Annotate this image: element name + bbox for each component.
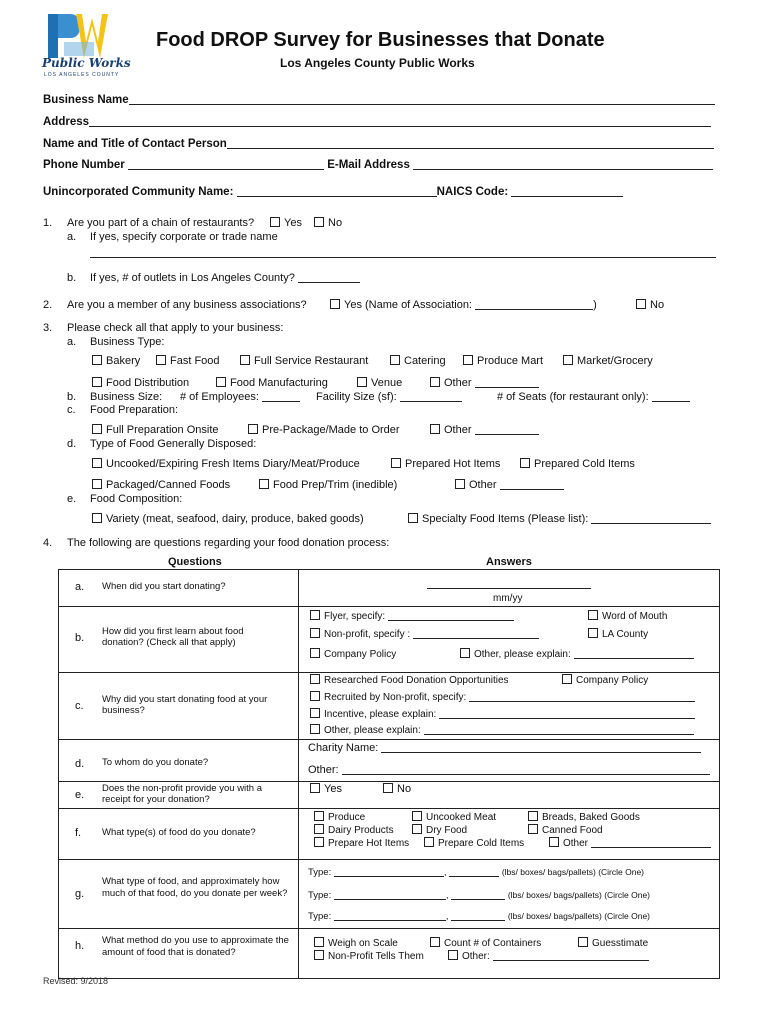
composition-variety-label: Variety (meat, seafood, dairy, produce, baked goods) <box>106 513 364 525</box>
q2-no-checkbox[interactable] <box>636 299 646 309</box>
why-recruited-option[interactable] <box>310 691 695 703</box>
q3e-text: Food Composition: <box>90 493 183 505</box>
row-b-label: b. <box>75 632 85 644</box>
type-bakery-checkbox[interactable] <box>92 355 102 365</box>
row-a-label: a. <box>75 581 85 593</box>
phone-label: Phone Number <box>43 159 125 171</box>
donate-other-label: Other: <box>308 764 339 776</box>
row-divider <box>59 606 719 607</box>
weekly-type-row-1[interactable] <box>308 866 644 878</box>
prep-other-checkbox[interactable] <box>430 424 440 434</box>
method-guess-checkbox[interactable] <box>578 937 588 947</box>
receipt-yes-option[interactable] <box>310 783 342 795</box>
donate-other-field[interactable] <box>308 764 710 776</box>
learn-flyer-label: Flyer, specify: <box>324 611 386 622</box>
composition-specialty-option[interactable] <box>408 513 711 525</box>
address-label: Address <box>43 116 90 128</box>
contact-field[interactable] <box>43 138 714 150</box>
weekly-type-label: Type: <box>308 890 332 901</box>
method-nonprofit-option[interactable] <box>314 950 424 962</box>
weekly-type-row-3[interactable] <box>308 910 650 922</box>
type-venue-label: Venue <box>371 377 403 389</box>
type-fastfood-checkbox[interactable] <box>156 355 166 365</box>
method-weigh-checkbox[interactable] <box>314 937 324 947</box>
charity-name-field[interactable] <box>308 742 701 754</box>
q1a-text: If yes, specify corporate or trade name <box>90 231 278 243</box>
disposed-trim-checkbox[interactable] <box>259 479 269 489</box>
method-guess-label: Guesstimate <box>592 938 649 949</box>
composition-specialty-label: Specialty Food Items (Please list): <box>422 513 589 525</box>
email-line[interactable] <box>413 159 713 170</box>
food-cold-option[interactable] <box>424 837 524 849</box>
food-dry-checkbox[interactable] <box>412 824 422 834</box>
receipt-no-label: No <box>397 783 412 795</box>
email-label: E-Mail Address <box>327 159 410 171</box>
method-other-label: Other: <box>462 951 490 962</box>
row-divider <box>59 808 719 809</box>
disposed-trim-label: Food Prep/Trim (inedible) <box>273 479 398 491</box>
start-date-format: mm/yy <box>493 593 523 604</box>
q1b-label: b. <box>67 272 77 284</box>
food-other-option[interactable] <box>549 837 711 849</box>
weekly-type-row-2[interactable] <box>308 889 650 901</box>
why-recruited-line[interactable] <box>469 691 695 702</box>
learn-company-option[interactable] <box>310 648 396 660</box>
employees-line[interactable] <box>262 391 300 402</box>
q1-yes-label: Yes <box>284 217 302 229</box>
why-other-checkbox[interactable] <box>310 724 320 734</box>
type-other-checkbox[interactable] <box>430 377 440 387</box>
type-fastfood-option[interactable] <box>156 355 220 367</box>
q2-association-line[interactable] <box>475 299 593 310</box>
row-f-question: What type(s) of food do you donate? <box>102 827 256 838</box>
type-other-label: Other <box>444 377 472 389</box>
q2-yes-option[interactable] <box>330 299 597 311</box>
composition-specialty-checkbox[interactable] <box>408 513 418 523</box>
q2-text: Are you a member of any business associations? <box>67 299 307 311</box>
prep-package-label: Pre-Package/Made to Order <box>262 424 400 436</box>
learn-company-checkbox[interactable] <box>310 648 320 658</box>
seats-line[interactable] <box>652 391 690 402</box>
food-produce-checkbox[interactable] <box>314 811 324 821</box>
learn-nonprofit-label: Non-profit, specify : <box>324 629 411 640</box>
naics-line[interactable] <box>511 186 623 197</box>
type-market-label: Market/Grocery <box>577 355 653 367</box>
community-field[interactable] <box>43 186 623 198</box>
type-manufacturing-option[interactable] <box>216 377 328 389</box>
weekly-type-label: Type: <box>308 867 332 878</box>
learn-nonprofit-checkbox[interactable] <box>310 628 320 638</box>
row-b-question: How did you first learn about food donation? (Check all that apply) <box>102 626 244 648</box>
receipt-no-option[interactable] <box>383 783 411 795</box>
type-distribution-label: Food Distribution <box>106 377 190 389</box>
row-divider <box>59 672 719 673</box>
revised-date: Revised: 9/2018 <box>43 976 109 986</box>
composition-variety-option[interactable] <box>92 513 364 525</box>
row-h-question: What method do you use to approximate the amount of food that is donated? <box>102 935 289 958</box>
row-a-question: When did you start donating? <box>102 581 226 592</box>
facility-line[interactable] <box>400 391 462 402</box>
type-fastfood-label: Fast Food <box>170 355 220 367</box>
type-fullservice-checkbox[interactable] <box>240 355 250 365</box>
method-nonprofit-label: Non-Profit Tells Them <box>328 951 424 962</box>
type-distribution-option[interactable] <box>92 377 189 389</box>
type-fullservice-option[interactable] <box>240 355 368 367</box>
method-count-option[interactable] <box>430 937 541 949</box>
type-bakery-option[interactable] <box>92 355 140 367</box>
phone-line[interactable] <box>128 159 324 170</box>
learn-la-option[interactable] <box>588 628 648 640</box>
business-name-line[interactable] <box>129 94 715 105</box>
row-e-question: Does the non-profit provide you with a receipt for your donation? <box>102 783 263 805</box>
food-produce-option[interactable] <box>314 811 365 823</box>
method-count-checkbox[interactable] <box>430 937 440 947</box>
address-line[interactable] <box>89 116 711 127</box>
disposed-uncooked-option[interactable] <box>92 458 360 470</box>
row-divider <box>59 739 719 740</box>
learn-word-label: Word of Mouth <box>602 611 668 622</box>
row-f-label: f. <box>75 827 82 839</box>
learn-company-label: Company Policy <box>324 649 397 660</box>
disposed-hot-label: Prepared Hot Items <box>405 458 501 470</box>
method-count-label: Count # of Containers <box>444 938 542 949</box>
row-h-label: h. <box>75 940 85 952</box>
type-other-option[interactable] <box>430 377 539 389</box>
weekly-amount-line[interactable] <box>451 910 505 921</box>
q1a-label: a. <box>67 231 77 243</box>
page-title: Food DROP Survey for Businesses that Donate <box>156 29 605 51</box>
q3a-label: a. <box>67 336 77 348</box>
q3b-text: Business Size: <box>90 391 163 403</box>
food-uncooked-checkbox[interactable] <box>412 811 422 821</box>
food-dry-option[interactable] <box>412 824 467 836</box>
weekly-units[interactable]: (lbs/ boxes/ bags/pallets) (Circle One) <box>507 890 651 900</box>
learn-la-checkbox[interactable] <box>588 628 598 638</box>
charity-name-label: Charity Name: <box>308 742 379 754</box>
row-divider <box>59 859 719 860</box>
community-line[interactable] <box>237 186 437 197</box>
method-guess-option[interactable] <box>578 937 648 949</box>
prep-other-option[interactable] <box>430 424 539 436</box>
method-other-option[interactable] <box>448 950 649 962</box>
seats-label: # of Seats (for restaurant only): <box>497 391 649 403</box>
disposed-cold-label: Prepared Cold Items <box>534 458 635 470</box>
prep-package-checkbox[interactable] <box>248 424 258 434</box>
facility-label: Facility Size (sf): <box>316 391 397 403</box>
q1-no-option[interactable] <box>314 217 342 229</box>
method-weigh-label: Weigh on Scale <box>328 938 398 949</box>
why-incentive-label: Incentive, please explain: <box>324 709 437 720</box>
start-date-line[interactable] <box>427 578 591 589</box>
prep-full-checkbox[interactable] <box>92 424 102 434</box>
public-works-logo <box>40 12 131 82</box>
row-divider <box>59 928 719 929</box>
q1b-text: If yes, # of outlets in Los Angeles County? <box>90 272 295 284</box>
learn-word-checkbox[interactable] <box>588 610 598 620</box>
type-catering-option[interactable] <box>390 355 446 367</box>
food-dairy-checkbox[interactable] <box>314 824 324 834</box>
food-cold-checkbox[interactable] <box>424 837 434 847</box>
why-researched-option[interactable] <box>310 674 509 686</box>
q3b-label: b. <box>67 391 77 403</box>
q3e-label: e. <box>67 493 77 505</box>
why-incentive-line[interactable] <box>439 708 695 719</box>
food-produce-label: Produce <box>328 812 366 823</box>
type-catering-label: Catering <box>404 355 446 367</box>
type-produce-label: Produce Mart <box>477 355 544 367</box>
why-researched-label: Researched Food Donation Opportunities <box>324 675 509 686</box>
learn-other-label: Other, please explain: <box>474 649 571 660</box>
q3c-text: Food Preparation: <box>90 404 179 416</box>
type-market-checkbox[interactable] <box>563 355 573 365</box>
q1-no-checkbox[interactable] <box>314 217 324 227</box>
type-produce-checkbox[interactable] <box>463 355 473 365</box>
why-other-option[interactable] <box>310 724 694 736</box>
disposed-hot-option[interactable] <box>391 458 500 470</box>
type-catering-checkbox[interactable] <box>390 355 400 365</box>
why-company-label: Company Policy <box>576 675 649 686</box>
type-distribution-checkbox[interactable] <box>92 377 102 387</box>
business-name-field[interactable] <box>43 94 715 106</box>
type-venue-option[interactable] <box>357 377 402 389</box>
row-d-label: d. <box>75 758 85 770</box>
q1-yes-checkbox[interactable] <box>270 217 280 227</box>
disposed-other-label: Other <box>469 479 497 491</box>
disposed-trim-option[interactable] <box>259 479 397 491</box>
why-other-label: Other, please explain: <box>324 725 421 736</box>
composition-specialty-line[interactable] <box>591 513 711 524</box>
row-g-question: What type of food, and approximately how much of that food, do you donate per week? <box>102 876 288 899</box>
row-e-label: e. <box>75 789 85 801</box>
disposed-cold-checkbox[interactable] <box>520 458 530 468</box>
table-column-divider <box>298 570 299 978</box>
food-breads-option[interactable] <box>528 811 640 823</box>
prep-full-option[interactable] <box>92 424 219 436</box>
learn-word-option[interactable] <box>588 610 667 622</box>
method-other-checkbox[interactable] <box>448 950 458 960</box>
food-hot-label: Prepare Hot Items <box>328 838 410 849</box>
composition-variety-checkbox[interactable] <box>92 513 102 523</box>
food-uncooked-label: Uncooked Meat <box>426 812 497 823</box>
weekly-comma: , <box>443 867 447 878</box>
q2-number: 2. <box>43 299 53 311</box>
q3c-label: c. <box>67 404 76 416</box>
disposed-packaged-label: Packaged/Canned Foods <box>106 479 231 491</box>
food-uncooked-option[interactable] <box>412 811 496 823</box>
q2-yes-checkbox[interactable] <box>330 299 340 309</box>
method-other-line[interactable] <box>493 950 649 961</box>
q3-text: Please check all that apply to your business: <box>67 322 284 334</box>
business-name-label: Business Name <box>43 94 129 106</box>
why-recruited-label: Recruited by Non-profit, specify: <box>324 692 467 703</box>
learn-other-checkbox[interactable] <box>460 648 470 658</box>
q1-yes-option[interactable] <box>270 217 302 229</box>
food-breads-checkbox[interactable] <box>528 811 538 821</box>
q2-no-option[interactable] <box>636 299 664 311</box>
weekly-units[interactable]: (lbs/ boxes/ bags/pallets) (Circle One) <box>507 911 651 921</box>
why-recruited-checkbox[interactable] <box>310 691 320 701</box>
type-other-line[interactable] <box>475 377 539 388</box>
why-researched-checkbox[interactable] <box>310 674 320 684</box>
learn-other-line[interactable] <box>574 648 694 659</box>
q2-close-paren: ) <box>593 299 597 311</box>
weekly-type-line[interactable] <box>334 889 446 900</box>
q1-no-label: No <box>328 217 343 229</box>
naics-label: NAICS Code: <box>436 186 509 198</box>
q3a-text: Business Type: <box>90 336 165 348</box>
row-divider <box>59 781 719 782</box>
weekly-comma: , <box>445 911 449 922</box>
learn-flyer-option[interactable] <box>310 610 514 622</box>
contact-label: Name and Title of Contact Person <box>43 138 227 150</box>
seats-field[interactable] <box>497 391 690 403</box>
disposed-uncooked-checkbox[interactable] <box>92 458 102 468</box>
contact-line[interactable] <box>227 138 714 149</box>
type-manufacturing-checkbox[interactable] <box>216 377 226 387</box>
address-field[interactable] <box>43 116 711 128</box>
why-incentive-option[interactable] <box>310 708 695 720</box>
disposed-packaged-checkbox[interactable] <box>92 479 102 489</box>
q4-number: 4. <box>43 537 53 549</box>
q3d-label: d. <box>67 438 77 450</box>
food-dairy-label: Dairy Products <box>328 825 394 836</box>
questions-column-header: Questions <box>168 556 222 568</box>
prep-package-option[interactable] <box>248 424 400 436</box>
food-dairy-option[interactable] <box>314 824 394 836</box>
row-c-question: Why did you start donating food at your business? <box>102 694 268 716</box>
employees-label: # of Employees: <box>180 391 259 403</box>
logo-subtext: LOS ANGELES COUNTY <box>44 72 120 78</box>
q2-no-label: No <box>650 299 665 311</box>
learn-la-label: LA County <box>602 629 649 640</box>
disposed-other-option[interactable] <box>455 479 564 491</box>
disposed-other-checkbox[interactable] <box>455 479 465 489</box>
food-canned-option[interactable] <box>528 824 603 836</box>
q1b-field[interactable] <box>90 272 360 284</box>
weekly-type-label: Type: <box>308 911 332 922</box>
prep-other-line[interactable] <box>475 424 539 435</box>
q1a-answer-line[interactable] <box>90 249 716 258</box>
q1-text: Are you part of a chain of restaurants? <box>67 217 255 229</box>
type-produce-option[interactable] <box>463 355 543 367</box>
food-hot-option[interactable] <box>314 837 409 849</box>
type-market-option[interactable] <box>563 355 653 367</box>
row-c-label: c. <box>75 700 84 712</box>
logo-text: Public Works <box>42 56 131 70</box>
charity-name-line[interactable] <box>381 742 701 753</box>
phone-email-field[interactable] <box>43 159 713 171</box>
receipt-no-checkbox[interactable] <box>383 783 393 793</box>
method-weigh-option[interactable] <box>314 937 398 949</box>
food-other-label: Other <box>563 838 589 849</box>
food-canned-checkbox[interactable] <box>528 824 538 834</box>
prep-other-label: Other <box>444 424 472 436</box>
type-manufacturing-label: Food Manufacturing <box>230 377 328 389</box>
row-g-label: g. <box>75 888 85 900</box>
receipt-yes-label: Yes <box>324 783 342 795</box>
q3-number: 3. <box>43 322 53 334</box>
employees-field[interactable] <box>180 391 300 403</box>
method-nonprofit-checkbox[interactable] <box>314 950 324 960</box>
donate-other-line[interactable] <box>342 764 710 775</box>
type-fullservice-label: Full Service Restaurant <box>254 355 369 367</box>
learn-nonprofit-line[interactable] <box>413 628 539 639</box>
q1-number: 1. <box>43 217 53 229</box>
weekly-units[interactable]: (lbs/ boxes/ bags/pallets) (Circle One) <box>501 867 645 877</box>
q4-text: The following are questions regarding your food donation process: <box>67 537 390 549</box>
learn-other-option[interactable] <box>460 648 694 660</box>
weekly-amount-line[interactable] <box>449 866 499 877</box>
type-bakery-label: Bakery <box>106 355 141 367</box>
disposed-uncooked-label: Uncooked/Expiring Fresh Items Diary/Meat/Produce <box>106 458 360 470</box>
type-venue-checkbox[interactable] <box>357 377 367 387</box>
why-incentive-checkbox[interactable] <box>310 708 320 718</box>
learn-flyer-line[interactable] <box>388 610 514 621</box>
disposed-other-line[interactable] <box>500 479 564 490</box>
why-other-line[interactable] <box>424 724 694 735</box>
food-cold-label: Prepare Cold Items <box>438 838 525 849</box>
food-dry-label: Dry Food <box>426 825 468 836</box>
q1b-line[interactable] <box>298 272 360 283</box>
weekly-type-line[interactable] <box>334 866 444 877</box>
why-company-checkbox[interactable] <box>562 674 572 684</box>
weekly-amount-line[interactable] <box>451 889 505 900</box>
page-subtitle: Los Angeles County Public Works <box>280 56 475 70</box>
row-d-question: To whom do you donate? <box>102 757 209 768</box>
answers-column-header: Answers <box>486 556 532 568</box>
disposed-packaged-option[interactable] <box>92 479 230 491</box>
food-canned-label: Canned Food <box>542 825 603 836</box>
learn-flyer-checkbox[interactable] <box>310 610 320 620</box>
q3d-text: Type of Food Generally Disposed: <box>90 438 257 450</box>
receipt-yes-checkbox[interactable] <box>310 783 320 793</box>
food-breads-label: Breads, Baked Goods <box>542 812 640 823</box>
learn-nonprofit-option[interactable] <box>310 628 539 640</box>
community-label: Unincorporated Community Name: <box>43 186 234 198</box>
food-hot-checkbox[interactable] <box>314 837 324 847</box>
disposed-hot-checkbox[interactable] <box>391 458 401 468</box>
facility-field[interactable] <box>316 391 462 403</box>
weekly-comma: , <box>445 890 449 901</box>
weekly-type-line[interactable] <box>334 910 446 921</box>
q2-yes-label: Yes (Name of Association: <box>344 299 472 311</box>
food-other-checkbox[interactable] <box>549 837 559 847</box>
disposed-cold-option[interactable] <box>520 458 635 470</box>
food-other-line[interactable] <box>591 837 711 848</box>
prep-full-label: Full Preparation Onsite <box>106 424 219 436</box>
why-company-option[interactable] <box>562 674 648 686</box>
